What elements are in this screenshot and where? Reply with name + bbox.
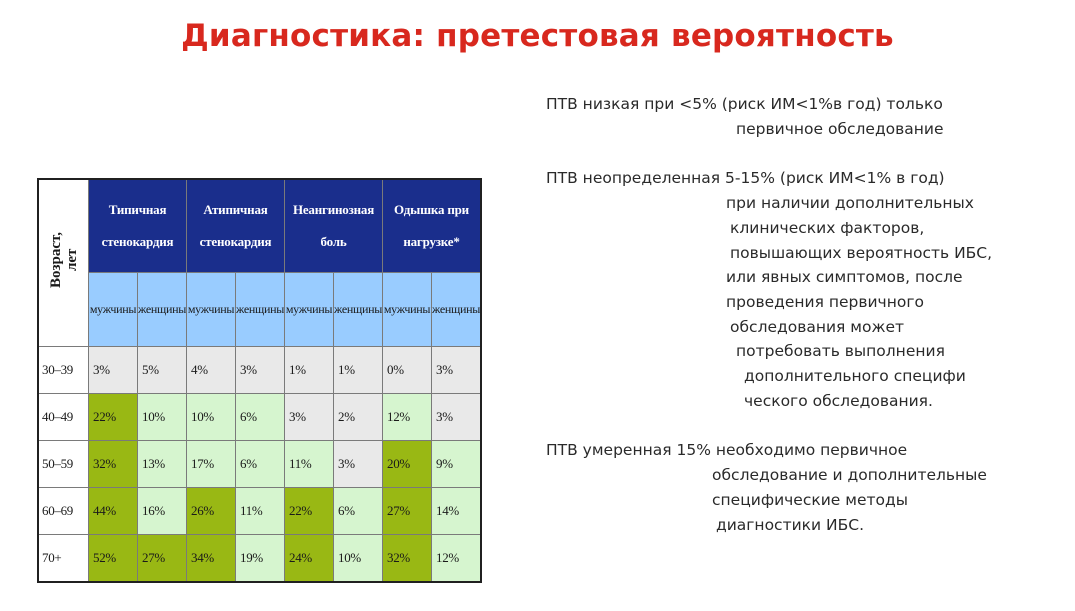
sex-header: женщины xyxy=(236,273,285,347)
value-cell: 13% xyxy=(138,441,187,488)
table-row xyxy=(38,347,481,394)
page-title: Диагностика: претестовая вероятность xyxy=(181,18,894,54)
table-row xyxy=(38,441,481,488)
group-header xyxy=(285,179,383,273)
value-cell: 26% xyxy=(187,488,236,535)
value-cell: 27% xyxy=(138,535,187,583)
value-cell: 20% xyxy=(383,441,432,488)
table-row xyxy=(38,535,481,583)
sex-header: мужчины xyxy=(383,273,432,347)
note-line: диагностики ИБС. xyxy=(716,515,865,534)
note-line: ПТВ неопределенная 5-15% (риск ИМ<1% в год) xyxy=(546,169,945,188)
note-line: повышающих вероятность ИБС, xyxy=(730,243,993,262)
value-cell: 17% xyxy=(187,441,236,488)
note-line: при наличии дополнительных xyxy=(726,194,974,213)
age-cell: 50–59 xyxy=(38,441,89,488)
value-cell: 6% xyxy=(236,394,285,441)
value-cell: 3% xyxy=(285,394,334,441)
value-cell: 10% xyxy=(187,394,236,441)
note-line: обследования может xyxy=(730,317,905,336)
note-line: ПТВ умеренная 15% необходимо первичное xyxy=(546,441,908,460)
value-cell: 52% xyxy=(89,535,138,583)
note-paragraph xyxy=(546,438,1066,537)
value-cell: 34% xyxy=(187,535,236,583)
value-cell: 0% xyxy=(383,347,432,394)
sex-header: мужчины xyxy=(285,273,334,347)
age-header-line: лет xyxy=(63,249,80,272)
value-cell: 2% xyxy=(334,394,383,441)
group-header xyxy=(187,179,285,273)
table-header-row xyxy=(38,179,481,273)
group-header xyxy=(89,179,187,273)
group-header-line: боль xyxy=(320,234,347,249)
value-cell: 1% xyxy=(334,347,383,394)
age-cell: 40–49 xyxy=(38,394,89,441)
value-cell: 32% xyxy=(89,441,138,488)
value-cell: 5% xyxy=(138,347,187,394)
group-header-line: стенокардия xyxy=(199,234,272,249)
note-line: дополнительного специфи xyxy=(744,367,966,386)
value-cell: 6% xyxy=(236,441,285,488)
sex-header: мужчины xyxy=(187,273,236,347)
sex-header: женщины xyxy=(334,273,383,347)
table-row xyxy=(38,488,481,535)
age-header-line: Возраст, xyxy=(47,232,64,289)
age-cell: 70+ xyxy=(38,535,89,583)
value-cell: 3% xyxy=(432,394,482,441)
pretest-probability-table xyxy=(37,178,482,583)
value-cell: 3% xyxy=(334,441,383,488)
age-column-header xyxy=(38,179,89,347)
group-header-line: нагрузке* xyxy=(403,234,460,249)
value-cell: 22% xyxy=(89,394,138,441)
value-cell: 11% xyxy=(285,441,334,488)
value-cell: 32% xyxy=(383,535,432,583)
note-paragraph xyxy=(546,92,1066,141)
notes-block xyxy=(546,92,1066,537)
value-cell: 9% xyxy=(432,441,482,488)
value-cell: 14% xyxy=(432,488,482,535)
note-line: ческого обследования. xyxy=(744,391,933,410)
note-line: проведения первичного xyxy=(726,292,924,311)
group-header xyxy=(383,179,482,273)
note-line: потребовать выполнения xyxy=(736,342,945,361)
value-cell: 27% xyxy=(383,488,432,535)
group-header-line: стенокардия xyxy=(101,234,174,249)
value-cell: 11% xyxy=(236,488,285,535)
value-cell: 44% xyxy=(89,488,138,535)
value-cell: 12% xyxy=(383,394,432,441)
value-cell: 3% xyxy=(236,347,285,394)
note-line: или явных симптомов, после xyxy=(726,268,963,287)
value-cell: 10% xyxy=(334,535,383,583)
value-cell: 1% xyxy=(285,347,334,394)
group-header-line: Неангинозная xyxy=(292,202,375,217)
value-cell: 3% xyxy=(89,347,138,394)
note-line: специфические методы xyxy=(712,490,908,509)
table-sex-row xyxy=(38,273,481,347)
age-header-label xyxy=(48,232,80,288)
note-line: ПТВ низкая при <5% (риск ИМ<1%в год) только xyxy=(546,95,943,113)
sex-header: мужчины xyxy=(89,273,138,347)
group-header-line: Атипичная xyxy=(203,202,268,217)
note-paragraph xyxy=(546,166,1066,413)
note-line: клинических факторов, xyxy=(730,218,925,237)
table-row xyxy=(38,394,481,441)
note-line: первичное обследование xyxy=(736,119,944,138)
note-line: обследование и дополнительные xyxy=(712,466,987,485)
sex-header: женщины xyxy=(138,273,187,347)
value-cell: 6% xyxy=(334,488,383,535)
value-cell: 10% xyxy=(138,394,187,441)
value-cell: 16% xyxy=(138,488,187,535)
group-header-line: Типичная xyxy=(108,202,167,217)
age-cell: 60–69 xyxy=(38,488,89,535)
value-cell: 19% xyxy=(236,535,285,583)
age-cell: 30–39 xyxy=(38,347,89,394)
value-cell: 24% xyxy=(285,535,334,583)
value-cell: 22% xyxy=(285,488,334,535)
value-cell: 12% xyxy=(432,535,482,583)
value-cell: 4% xyxy=(187,347,236,394)
group-header-line: Одышка при xyxy=(394,202,469,217)
value-cell: 3% xyxy=(432,347,482,394)
sex-header: женщины xyxy=(432,273,482,347)
